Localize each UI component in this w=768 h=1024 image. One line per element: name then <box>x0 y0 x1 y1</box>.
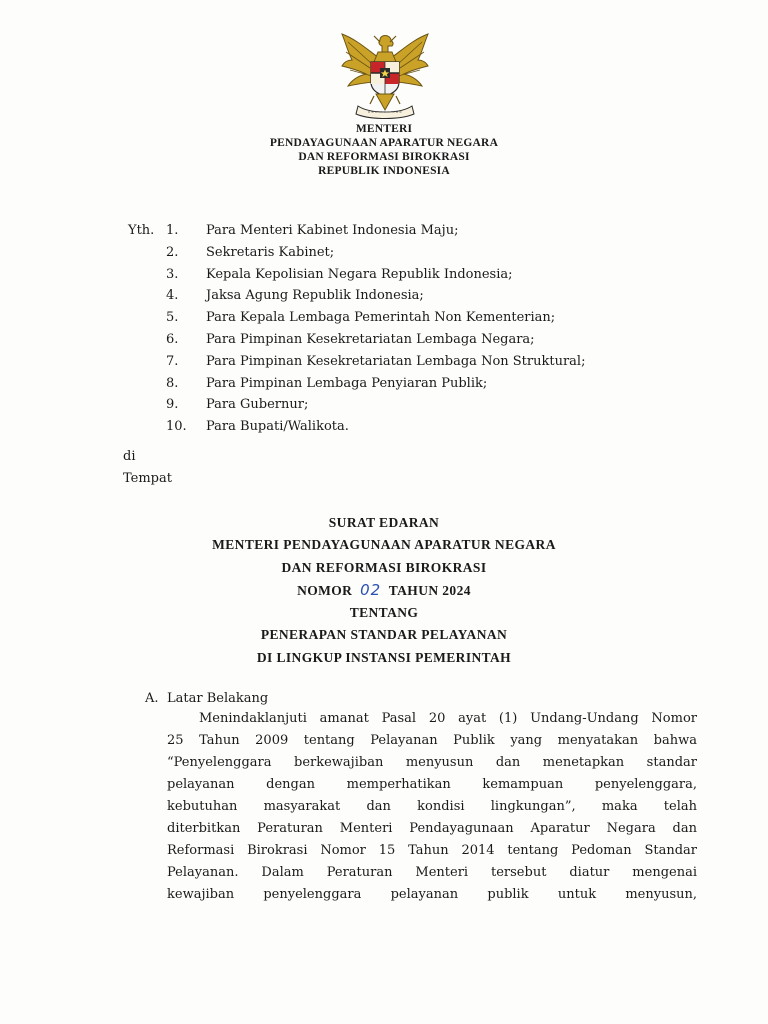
recipient-number: 3. <box>166 266 179 282</box>
recipient-text: Para Gubernur; <box>206 397 309 413</box>
place-block <box>123 446 172 490</box>
body-line: Reformasi Birokrasi Nomor 15 Tahun 2014 tentang Pedoman Standar <box>167 843 697 858</box>
recipient-number: 5. <box>166 310 179 326</box>
recipient-number: 9. <box>166 397 179 413</box>
recipient-list <box>166 220 726 438</box>
recipient-item <box>166 416 726 438</box>
recipient-text: Kepala Kepolisian Negara Republik Indonesia; <box>206 266 513 282</box>
section-letter: A. <box>145 691 159 706</box>
recipient-item <box>166 329 726 351</box>
recipient-item <box>166 307 726 329</box>
title-line-5: TENTANG <box>349 605 419 621</box>
title-line-7: DI LINGKUP INSTANSI PEMERINTAH <box>256 649 512 665</box>
recipient-item <box>166 373 726 395</box>
recipient-number: 1. <box>166 223 179 238</box>
body-line: kewajiban penyelenggara pelayanan publik untuk menyusun, <box>167 887 697 902</box>
body-line: pelayanan dengan memperhatikan kemampuan penyelenggara, <box>167 777 697 792</box>
document-title <box>0 512 768 669</box>
nomor-label: NOMOR <box>297 582 353 598</box>
recipient-text: Para Pimpinan Kesekretariatan Lembaga Non Struktural; <box>206 353 586 369</box>
recipient-text: Sekretaris Kabinet; <box>206 244 335 260</box>
recipient-item <box>166 285 726 307</box>
section-heading-a <box>145 688 268 710</box>
section-a-body <box>167 708 697 906</box>
recipient-number: 6. <box>166 331 179 347</box>
recipient-item <box>166 220 726 242</box>
body-line: Pelayanan. Dalam Peraturan Menteri tersebut diatur mengenai <box>167 865 697 880</box>
recipient-number: 8. <box>166 375 179 391</box>
nomor-handwritten-value: 02 <box>360 580 382 599</box>
letterhead-line-1: MENTERI <box>355 123 413 135</box>
letterhead <box>0 122 768 178</box>
letterhead-line-4: REPUBLIK INDONESIA <box>318 165 450 177</box>
title-line-3: DAN REFORMASI BIROKRASI <box>281 559 487 575</box>
recipient-text: Para Menteri Kabinet Indonesia Maju; <box>206 223 459 238</box>
title-line-6: PENERAPAN STANDAR PELAYANAN <box>260 627 508 643</box>
title-nomor-line <box>0 579 768 602</box>
recipient-item <box>166 394 726 416</box>
recipient-text: Para Pimpinan Lembaga Penyiaran Publik; <box>206 375 488 391</box>
recipient-item <box>166 264 726 286</box>
recipient-text: Jaksa Agung Republik Indonesia; <box>206 288 424 304</box>
recipient-text: Para Bupati/Walikota. <box>206 419 349 435</box>
recipient-item <box>166 351 726 373</box>
recipient-number: 2. <box>166 244 179 260</box>
title-line-2: MENTERI PENDAYAGUNAAN APARATUR NEGARA <box>212 537 556 553</box>
place-line-tempat: Tempat <box>123 471 172 486</box>
recipient-number: 4. <box>166 288 179 304</box>
body-line: Menindaklanjuti amanat Pasal 20 ayat (1) Undang-Undang Nomor <box>199 711 697 726</box>
place-line-di: di <box>123 449 136 464</box>
recipient-number: 10. <box>166 419 187 435</box>
recipient-number: 7. <box>166 353 179 369</box>
recipient-text: Para Kepala Lembaga Pemerintah Non Kementerian; <box>206 310 556 326</box>
recipient-item <box>166 242 726 264</box>
letterhead-line-2: PENDAYAGUNAAN APARATUR NEGARA <box>269 137 499 149</box>
body-line: “Penyelenggara berkewajiban menyusun dan menetapkan standar <box>167 755 697 770</box>
tahun-label: TAHUN 2024 <box>388 582 471 598</box>
body-line: 25 Tahun 2009 tentang Pelayanan Publik yang menyatakan bahwa <box>167 733 697 748</box>
recipient-text: Para Pimpinan Kesekretariatan Lembaga Negara; <box>206 331 535 347</box>
body-line: kebutuhan masyarakat dan kondisi lingkungan”, maka telah <box>167 799 697 814</box>
addressee-label: Yth. <box>128 223 155 238</box>
section-title: Latar Belakang <box>167 691 269 706</box>
garuda-pancasila-emblem-icon <box>336 30 434 122</box>
body-line: diterbitkan Peraturan Menteri Pendayagunaan Aparatur Negara dan <box>167 821 697 836</box>
letterhead-line-3: DAN REFORMASI BIROKRASI <box>298 151 470 163</box>
title-line-1: SURAT EDARAN <box>328 515 440 530</box>
